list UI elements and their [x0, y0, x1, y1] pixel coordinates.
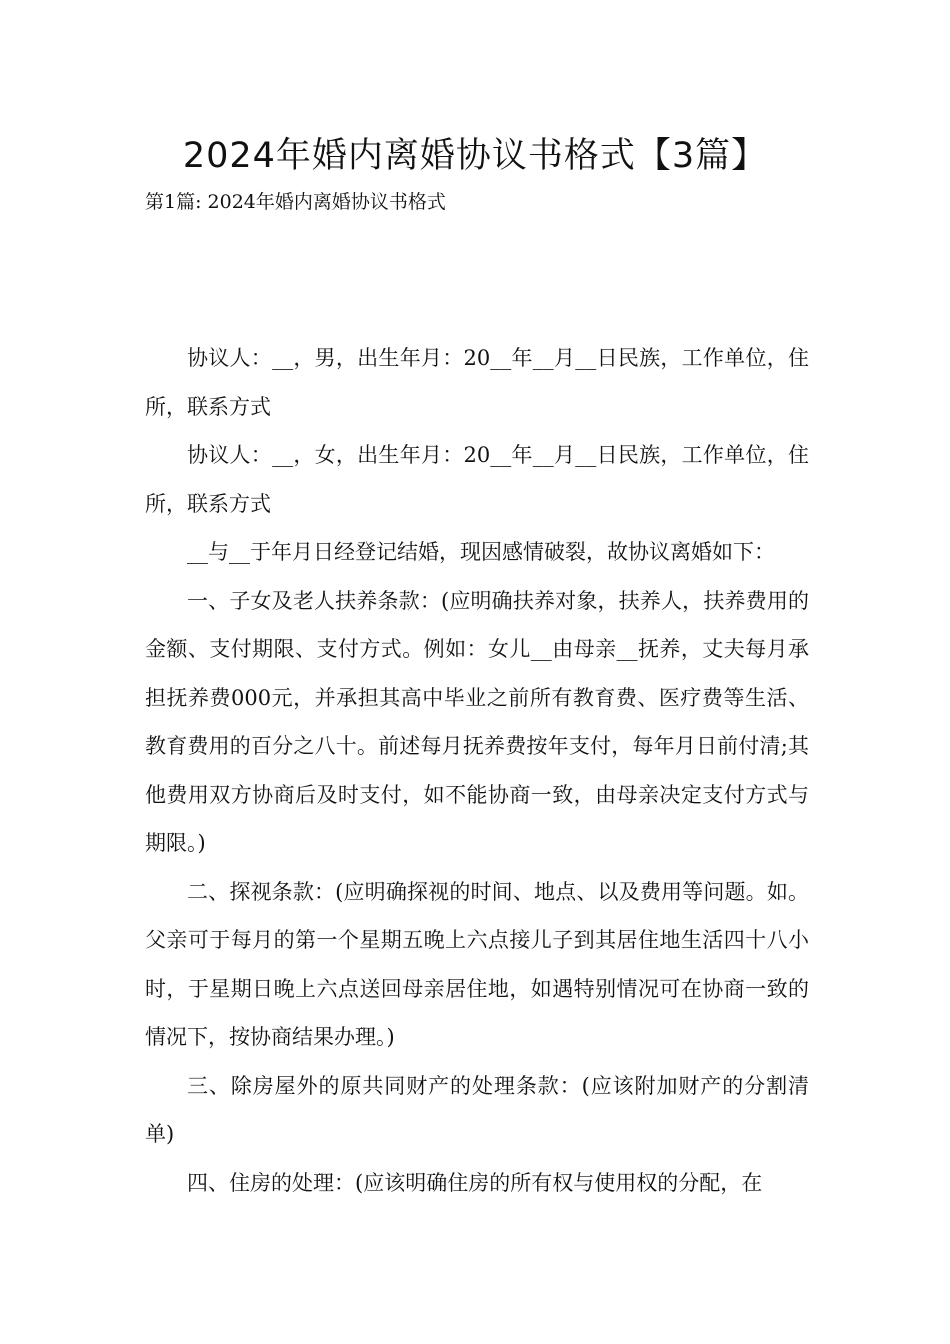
document-body: [145, 334, 809, 1207]
paragraph-marriage-statement: __与__于年月日经登记结婚，现因感情破裂，故协议离婚如下：: [187, 540, 775, 564]
paragraph-clause-1-support: 一、子女及老人扶养条款：(应明确扶养对象，扶养人，扶养费用的金额、支付期限、支付方式。例如：女儿__由母亲__抚养，丈夫每月承担抚养费000元，并承担其高中毕业之前所有教育费、医疗费等生活、教育费用的百分之八十。前述每月抚养费按年支付，每年月日前付清;其他费用双方协商后及时支付，如不能协商一致，由母亲决定支付方式与期限。): [145, 588, 809, 855]
paragraph-clause-2-visitation: 二、探视条款：(应明确探视的时间、地点、以及费用等问题。如。父亲可于每月的第一个星期五晚上六点接儿子到其居住地生活四十八小时，于星期日晚上六点送回母亲居住地，如遇特别情况可在协商一致的情况下，按协商结果办理。): [145, 879, 809, 1049]
document-subtitle: 第1篇: 2024年婚内离婚协议书格式: [145, 191, 446, 213]
paragraph-clause-3-property: 三、除房屋外的原共同财产的处理条款：(应该附加财产的分割清单): [145, 1073, 809, 1146]
paragraph-clause-4-housing: 四、住房的处理：(应该明确住房的所有权与使用权的分配，在: [187, 1170, 763, 1195]
paragraph-party-male: 协议人：__，男，出生年月：20__年__月__日民族，工作单位，住所，联系方式: [145, 346, 809, 419]
paragraph-party-female: 协议人：__，女，出生年月：20__年__月__日民族，工作单位，住所，联系方式: [145, 443, 809, 516]
document-title: 2024年婚内离婚协议书格式【3篇】: [182, 136, 768, 176]
